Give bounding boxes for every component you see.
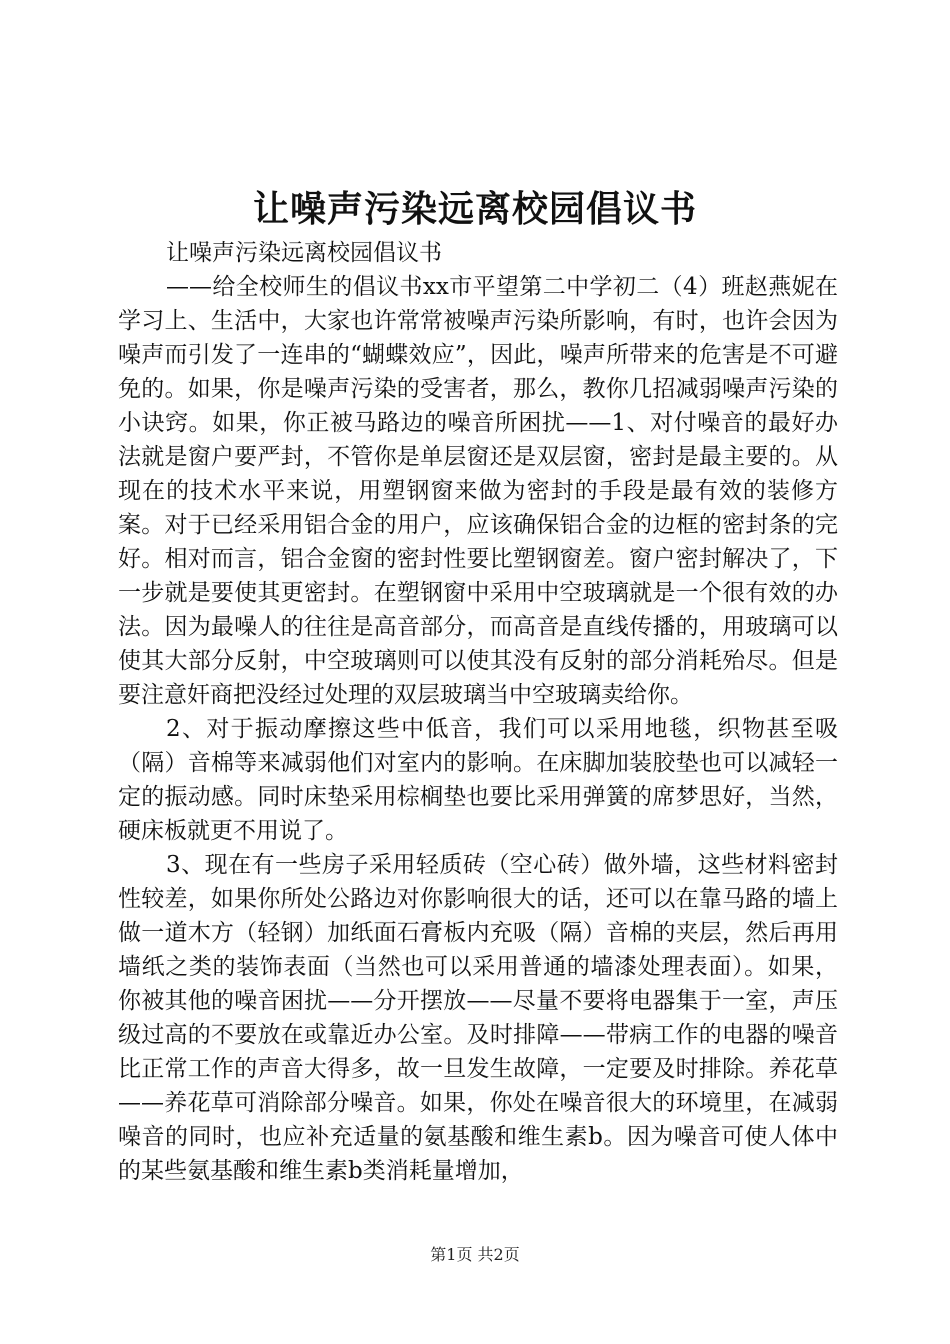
page-footer: 第1页 共2页 xyxy=(430,1245,520,1264)
paragraph-intro: ——给全校师生的倡议书xx市平望第二中学初二（4）班赵燕妮在学习上、生活中，大家也许常常被噪声污染所影响，有时，也许会因为噪声而引发了一连串的“蝴蝶效应”，因此，噪声所带来的危害是不可避免的。如果，你是噪声污染的受害者，那么，教你几招减弱噪声污染的小诀窍。如果，你正被马路边的噪音所困扰——1、对付噪音的最好办法就是窗户要严封，不管你是单层窗还是双层窗，密封是最主要的。从现在的技术水平来说，用塑钢窗来做为密封的手段是最有效的装修方案。对于已经采用铝合金的用户，应该确保铝合金的边框的密封条的完好。相对而言，铝合金窗的密封性要比塑钢窗差。窗户密封解决了，下一步就是要使其更密封。在塑钢窗中采用中空玻璃就是一个很有效的办法。因为最噪人的往往是高音部分，而高音是直线传播的，用玻璃可以使其大部分反射，中空玻璃则可以使其没有反射的部分消耗殆尽。但是要注意奸商把没经过处理的双层玻璃当中空玻璃卖给你。 xyxy=(118,274,838,708)
paragraph-subtitle: 让噪声污染远离校园倡议书 xyxy=(166,240,442,266)
document-body xyxy=(118,236,838,1188)
paragraph-tip-3: 3、现在有一些房子采用轻质砖（空心砖）做外墙，这些材料密封性较差，如果你所处公路边对你影响很大的话，还可以在靠马路的墙上做一道木方（轻钢）加纸面石膏板内充吸（隔）音棉的夹层，然后再用墙纸之类的装饰表面（当然也可以采用普通的墙漆处理表面）。如果，你被其他的噪音困扰——分开摆放——尽量不要将电器集于一室，声压级过高的不要放在或靠近办公室。及时排障——带病工作的电器的噪音比正常工作的声音大得多，故一旦发生故障，一定要及时排除。养花草——养花草可消除部分噪音。如果，你处在噪音很大的环境里，在减弱噪音的同时，也应补充适量的氨基酸和维生素b。因为噪音可使人体中的某些氨基酸和维生素b类消耗量增加， xyxy=(118,852,838,1184)
paragraph-tip-2: 2、对于振动摩擦这些中低音，我们可以采用地毯，织物甚至吸（隔）音棉等来减弱他们对室内的影响。在床脚加装胶垫也可以减轻一定的振动感。同时床垫采用棕榈垫也要比采用弹簧的席梦思好，当然，硬床板就更不用说了。 xyxy=(118,716,838,844)
document-title: 让噪声污染远离校园倡议书 xyxy=(252,189,697,230)
